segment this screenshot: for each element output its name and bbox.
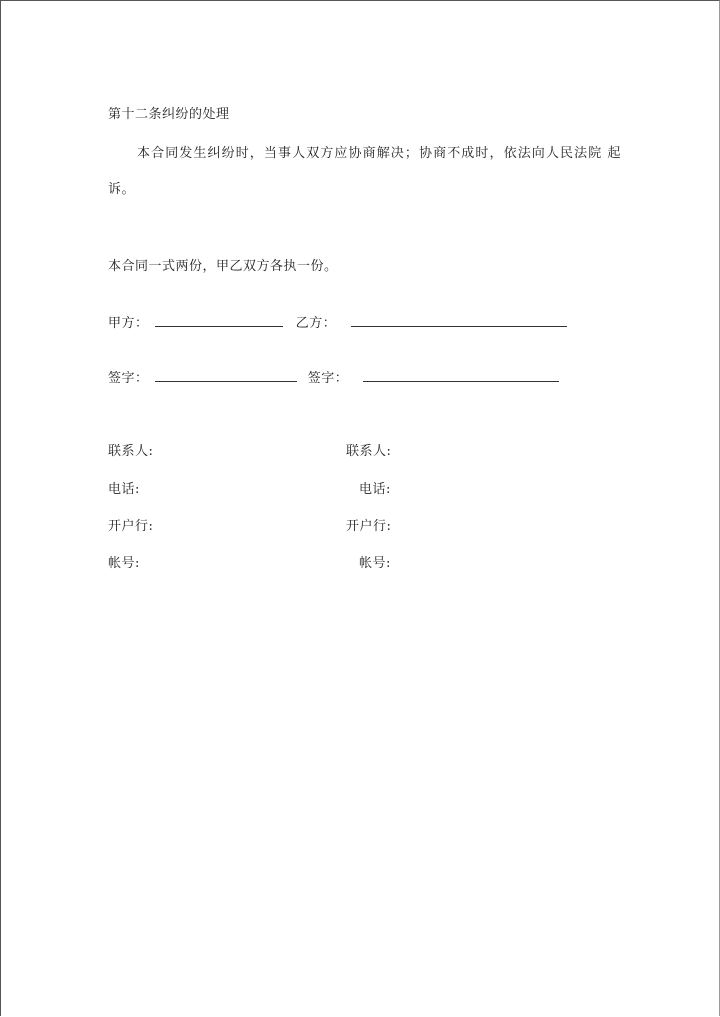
left-bank-label: 开户行: xyxy=(108,519,154,534)
copies-clause: 本合同一式两份，甲乙双方各执一份。 xyxy=(108,259,338,274)
left-account-label: 帐号: xyxy=(108,556,140,571)
left-phone-label: 电话: xyxy=(108,482,140,497)
right-account-label: 帐号: xyxy=(359,556,391,571)
right-contact-label: 联系人: xyxy=(346,444,392,459)
party-a-blank xyxy=(155,314,283,327)
article-body-line2: 诉。 xyxy=(108,182,136,197)
party-b-label: 乙方： xyxy=(295,316,337,331)
article-heading: 第十二条纠纷的处理 xyxy=(108,107,230,122)
sign-b-label: 签字： xyxy=(307,371,349,386)
party-a-label: 甲方： xyxy=(108,316,149,331)
article-body-line1: 本合同发生纠纷时，当事人双方应协商解决；协商不成时，依法向人民法院 起 xyxy=(137,146,622,161)
right-bank-label: 开户行: xyxy=(346,519,392,534)
sign-a-blank xyxy=(155,369,297,382)
party-row xyxy=(108,314,567,332)
sign-a-label: 签字： xyxy=(108,371,149,386)
left-contact-label: 联系人: xyxy=(108,444,154,459)
sign-b-blank xyxy=(363,369,559,382)
party-b-blank xyxy=(351,314,567,327)
signature-row xyxy=(108,369,559,387)
right-phone-label: 电话: xyxy=(359,482,391,497)
